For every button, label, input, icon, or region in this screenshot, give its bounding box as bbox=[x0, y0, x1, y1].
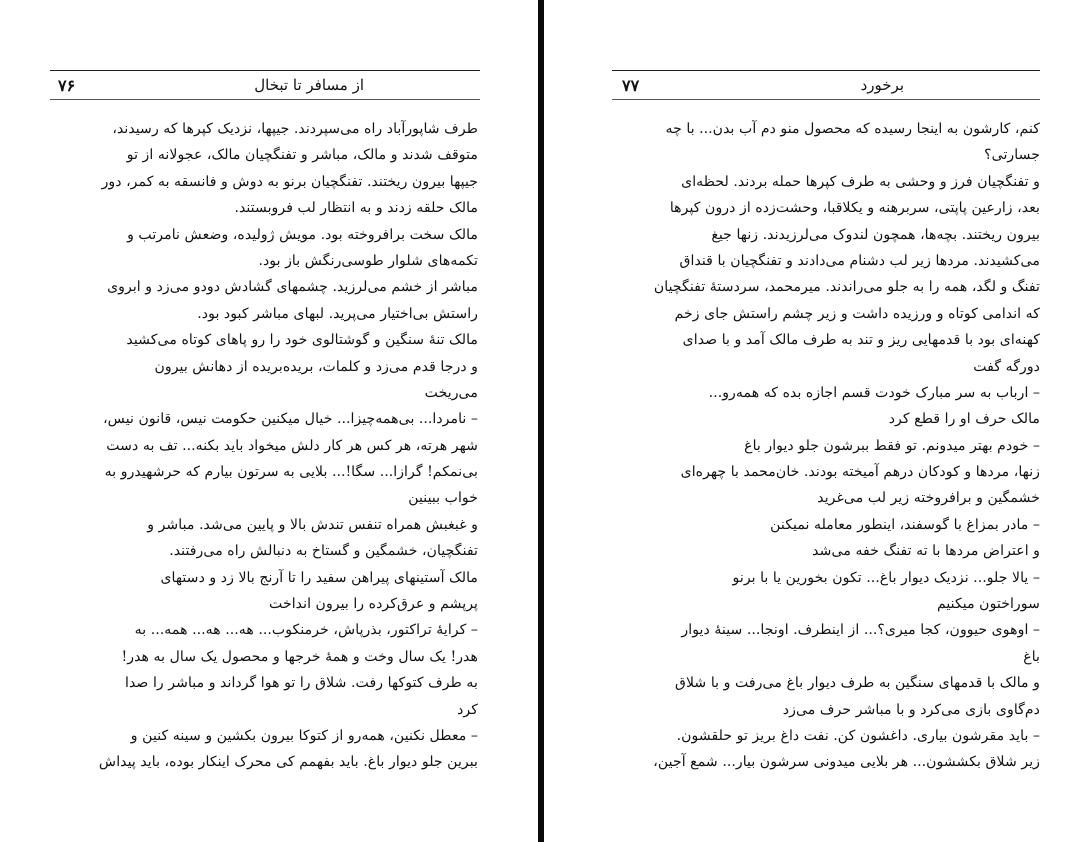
text-line: شهر هرته، هر کس هر کار دلش میخواد باید بکنه... تف به دست bbox=[106, 437, 478, 454]
right-page-body-text bbox=[612, 116, 1040, 776]
text-line: زنها، مردها و کودکان درهم آمیخته بودند. خان‌محمد با چهره‌ای bbox=[680, 464, 1040, 481]
text-line: کرد bbox=[457, 701, 478, 718]
left-page bbox=[0, 0, 538, 842]
text-line: تفنگچیان، خشمگین و گستاخ به دنبالش راه می‌رفتند. bbox=[169, 543, 478, 560]
text-line: خشمگین و برافروخته زیر لب می‌غرید bbox=[817, 490, 1040, 507]
text-line: تفنگ و لگد، همه را به جلو می‌راندند. میرمحمد، سردستهٔ تفنگچیان bbox=[653, 279, 1040, 296]
text-line: مالک حلقه زدند و به انتظار لب فروبستند. bbox=[234, 200, 478, 217]
text-line: و اعتراض مردها با ته تفنگ خفه می‌شد bbox=[812, 543, 1040, 560]
left-page-header bbox=[50, 70, 480, 100]
text-line: – اوهوی حیوون، کجا میری؟... از اینطرف. اونجا... سینهٔ دیوار bbox=[681, 622, 1040, 639]
text-line: به طرف کتوکها رفت. شلاق را تو هوا گرداند و مباشر را صدا bbox=[125, 675, 478, 692]
left-page-running-title: از مسافر تا تبخال bbox=[254, 76, 364, 94]
text-line: دم‌گاوی بازی می‌کرد و با مباشر حرف می‌زد bbox=[782, 701, 1040, 718]
text-line: مالک تنهٔ سنگین و گوشتالوی خود را رو پاهای کوتاه می‌کشید bbox=[126, 332, 478, 349]
right-page bbox=[544, 0, 1083, 842]
text-line: – خودم بهتر میدونم. تو فقط ببرشون جلو دیوار باغ bbox=[744, 437, 1040, 454]
text-line: بعد، زارعین پاپتی، سربرهنه و یکلاقبا، وحشت‌زده از درون کپرها bbox=[669, 200, 1040, 217]
text-line: – معطل نکنین، همه‌رو از کتوکا بیرون بکشین و سینه کنین و bbox=[130, 727, 478, 744]
text-line: باغ bbox=[1023, 648, 1040, 665]
text-line: جسارتی؟ bbox=[984, 147, 1040, 164]
text-line: و تفنگچیان فرز و وحشی به طرف کپرها حمله بردند. لحظه‌ای bbox=[681, 173, 1040, 190]
text-line: – کرایهٔ تراکتور، بذرپاش، خرمنکوب... هه... هه... همه... به bbox=[134, 622, 478, 639]
text-line: – یالا جلو... نزدیک دیوار باغ... تکون بخورین یا با برنو bbox=[732, 569, 1040, 586]
text-line: مالک حرف او را قطع کرد bbox=[888, 411, 1040, 428]
text-line: کنم، کارشون به اینجا رسیده که محصول منو دم آب بدن... با چه bbox=[665, 121, 1040, 137]
text-line: هدر! یک سال وخت و همهٔ خرجها و محصول یک سال به هدر! bbox=[121, 648, 478, 665]
right-page-header bbox=[612, 70, 1040, 100]
text-line: تکمه‌های شلوار طوسی‌رنگش باز بود. bbox=[258, 252, 478, 269]
text-line: طرف شاپورآباد راه می‌سپردند. جیپها، نزدیک کپرها که رسیدند، bbox=[112, 121, 478, 137]
text-line: راستش بی‌اختیار می‌پرید. لبهای مباشر کبود بود. bbox=[197, 305, 478, 322]
text-line: زیر شلاق بکششون... هر بلایی میدونی سرشون بیار... شمع آجین، bbox=[653, 754, 1040, 771]
right-page-number: ۷۷ bbox=[622, 75, 640, 95]
text-line: مالک سخت برافروخته بود. مویش ژولیده، وضعش نامرتب و bbox=[127, 226, 478, 243]
text-line: بی‌نمکم! گرازا... سگا!... بلایی به سرتون بیارم که حرشهیدرو به bbox=[104, 464, 478, 481]
right-page-running-title: برخورد bbox=[860, 76, 904, 94]
text-line: جیپها بیرون ریختند. تفنگچیان برنو به دوش و فانسقه به کمر، دور bbox=[101, 173, 478, 190]
text-line: – ارباب به سر مبارک خودت قسم اجازه بده که همه‌رو... bbox=[708, 384, 1040, 401]
text-line: کهنه‌ای بود با قدمهایی ریز و تند به طرف مالک آمد و با صدای bbox=[682, 332, 1040, 349]
text-line: و مالک با قدمهای سنگین به طرف دیوار باغ می‌رفت و با شلاق bbox=[674, 675, 1040, 692]
left-page-body-text bbox=[50, 116, 478, 776]
text-line: پرپشم و عرق‌کرده را بیرون انداخت bbox=[269, 596, 478, 613]
text-line: – مادر بمزاغ با گوسفند، اینطور معامله نمیکنن bbox=[770, 516, 1040, 533]
text-line: مالک آستینهای پیراهن سفید را تا آرنج بالا زد و دستهای bbox=[160, 569, 478, 586]
text-line: خواب ببینین bbox=[408, 490, 478, 507]
text-line: و درجا قدم می‌زد و کلمات، بریده‌بریده از دهانش بیرون bbox=[154, 358, 478, 375]
text-line: – باید مقرشون بیاری. داغشون کن. نفت داغ بریز تو حلقشون. bbox=[676, 727, 1040, 744]
text-line: و غبغبش همراه تنفس تندش بالا و پایین می‌شد. مباشر و bbox=[147, 516, 478, 533]
text-line: متوقف شدند و مالک، مباشر و تفنگچیان مالک، عجولانه از تو bbox=[126, 147, 478, 164]
text-line: سوراختون میکنیم bbox=[936, 596, 1040, 613]
text-line: مباشر از خشم می‌لرزید. چشمهای گشادش دودو می‌زد و ابروی bbox=[107, 279, 478, 296]
text-line: دورگه گفت bbox=[973, 358, 1040, 375]
text-line: – نامردا... بی‌همه‌چیزا... خیال میکنین حکومت نیس، قانون نیس، bbox=[103, 411, 478, 428]
left-page-number: ۷۶ bbox=[58, 75, 76, 95]
text-line: بیرون ریختند. بچه‌ها، همچون لندوک می‌لرزیدند. زنها جیغ bbox=[711, 226, 1040, 243]
text-line: که اندامی کوتاه و ورزیده داشت و زیر چشم راستش جای زخم bbox=[674, 305, 1040, 322]
text-line: می‌ریخت bbox=[424, 384, 478, 401]
text-line: می‌کشیدند. مردها زیر لب دشنام می‌دادند و تفنگچیان با قنداق bbox=[679, 252, 1040, 269]
text-line: ببرین جلو دیوار باغ. باید بفهمم کی محرک اینکار بوده، باید پیداش bbox=[98, 754, 478, 771]
